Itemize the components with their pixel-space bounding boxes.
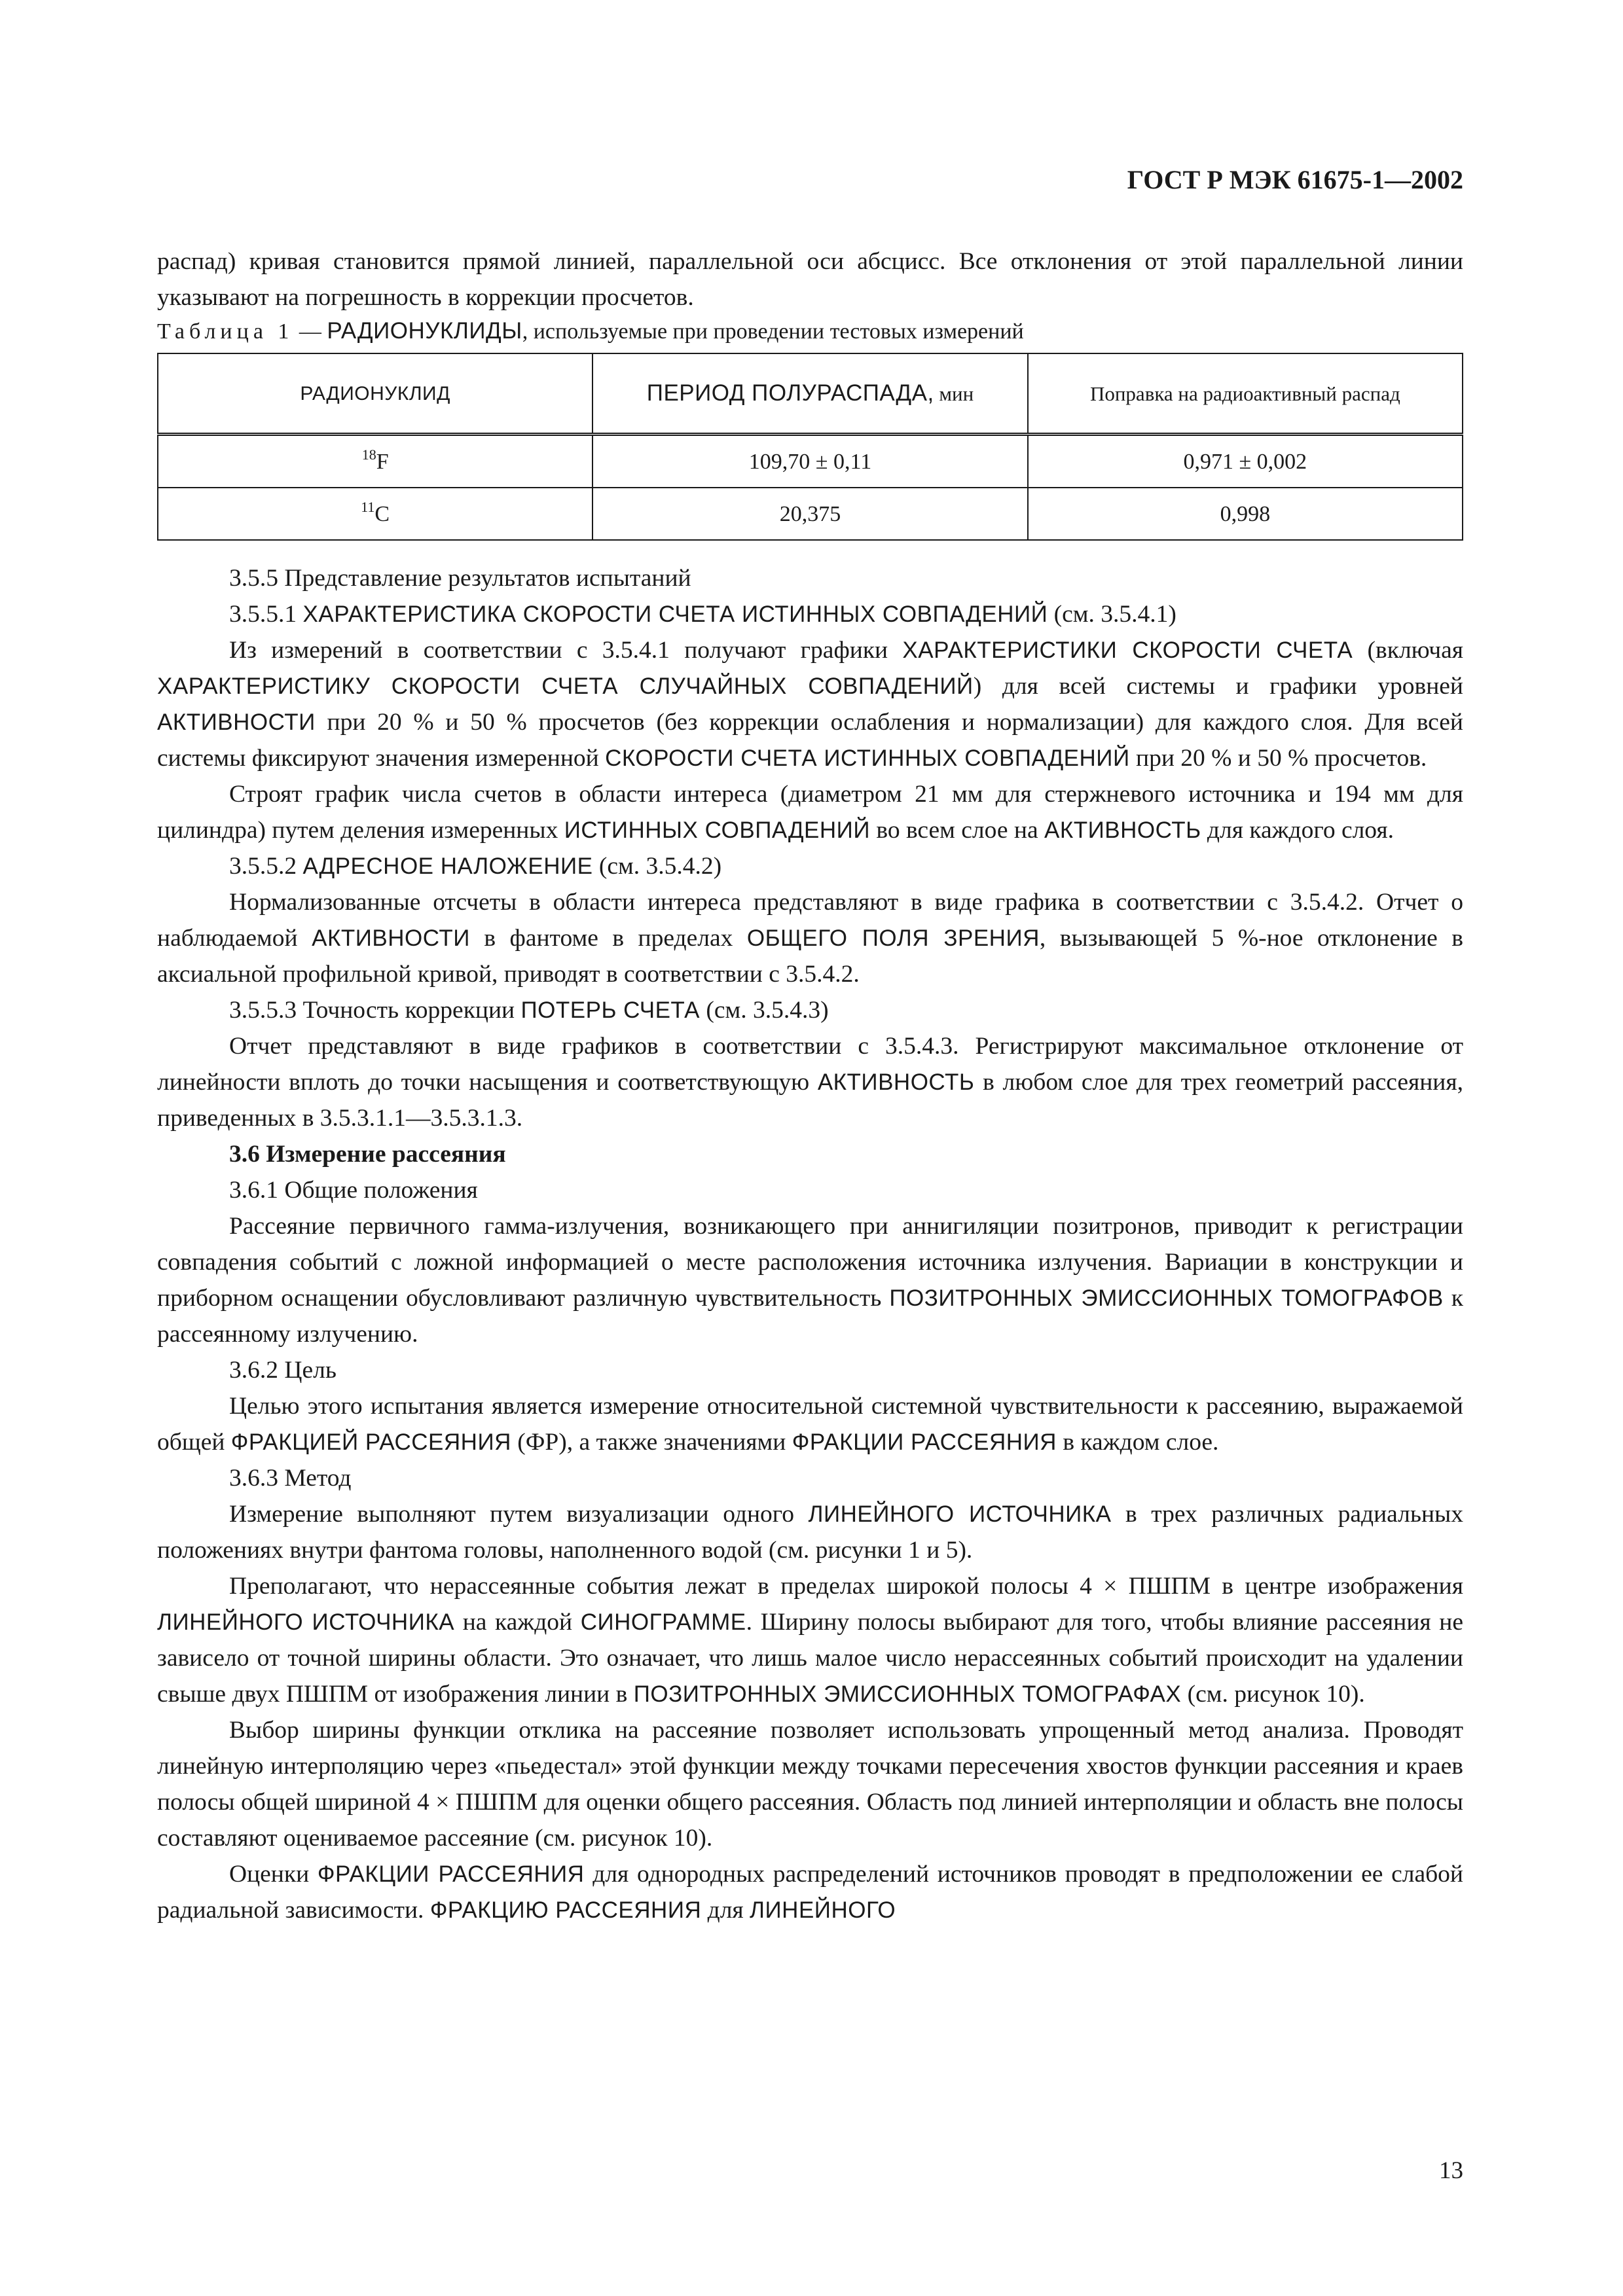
term: АКТИВНОСТИ — [157, 709, 316, 735]
section-number: 3.5.5.2 — [229, 853, 297, 880]
text-run: для однородных распределений источников проводят в предположении ее слабой радиальной зависимости. — [157, 1861, 1463, 1924]
paragraph-scatter-general — [157, 1208, 1463, 1352]
text-run: в трех различных радиальных положениях внутри фантома головы, наполненного водой (см. рисунки 1 и 5). — [157, 1501, 1463, 1564]
text-run: при 20 % и 50 % просчетов. — [1129, 745, 1427, 772]
text-run: Отчет представляют в виде графиков в соответствии с 3.5.4.3. Регистрируют максимальное отклонение от линейности вплоть до точки насыщения и соответствующую — [157, 1033, 1463, 1096]
section-number: 3.6.1 — [229, 1177, 278, 1204]
section-heading-3-5-5-2 — [157, 848, 1463, 884]
term: ХАРАКТЕРИСТИКУ СКОРОСТИ СЧЕТА СЛУЧАЙНЫХ СОВПАДЕНИЙ — [157, 673, 974, 699]
text-run: в каждом слое. — [1056, 1429, 1219, 1456]
half-life-cell: 20,375 — [593, 488, 1027, 540]
text-run: во всем слое на — [870, 817, 1044, 844]
section-ref: (см. 3.5.4.1) — [1053, 601, 1176, 628]
header-half-life — [593, 353, 1027, 435]
text-run: . Ширину полосы выбирают для того, чтобы влияние рассеяния не зависело от точной ширины области. Это означает, что лишь малое число нерассеянных событий происходит на удалении свыше двух ПШПМ от изображения линии в — [157, 1609, 1463, 1708]
text-run: (ФР), а также значениями — [511, 1429, 792, 1456]
section-number: 3.5.5.3 — [229, 997, 297, 1024]
nuclide-cell — [158, 435, 593, 488]
section-title: Метод — [284, 1465, 352, 1492]
section-heading-3-6-2 — [157, 1352, 1463, 1388]
term: ХАРАКТЕРИСТИКИ СКОРОСТИ СЧЕТА — [902, 637, 1353, 663]
correction-cell: 0,971 ± 0,002 — [1028, 435, 1463, 488]
paragraph-method-band — [157, 1568, 1463, 1712]
term: ИСТИННЫХ СОВПАДЕНИЙ — [564, 817, 870, 843]
text-run: для — [701, 1897, 750, 1924]
term: ЛИНЕЙНОГО ИСТОЧНИКА — [808, 1501, 1112, 1527]
section-number: 3.5.5.1 — [229, 601, 297, 628]
section-heading-3-5-5-3 — [157, 992, 1463, 1028]
paragraph-count-rate — [157, 632, 1463, 776]
section-heading-3-5-5-1 — [157, 596, 1463, 632]
section-title: Измерение рассеяния — [266, 1141, 506, 1168]
document-header: ГОСТ Р МЭК 61675-1—2002 — [1127, 165, 1463, 194]
term: ПОТЕРЬ СЧЕТА — [520, 997, 700, 1023]
term: СИНОГРАММЕ — [580, 1609, 746, 1635]
section-title: ХАРАКТЕРИСТИКА СКОРОСТИ СЧЕТА ИСТИННЫХ СОВПАДЕНИЙ — [302, 601, 1048, 627]
section-number: 3.5.5 — [229, 565, 278, 592]
table-caption-dash: — — [293, 319, 327, 344]
term: АКТИВНОСТЬ — [817, 1069, 975, 1095]
half-life-cell: 109,70 ± 0,11 — [593, 435, 1027, 488]
text-run: Рассеяние первичного гамма-излучения, возникающего при аннигиляции позитронов, приводит к регистрации совпадения событий с ложной информацией о месте расположения источника излучения. Вариации в конструкции и приборном оснащении обусловливают различную чувствительность — [157, 1213, 1463, 1312]
text-run: , вызывающей 5 %-ное отклонение в аксиальной профильной кривой, приводят в соответствии с 3.5.4.2. — [157, 925, 1463, 988]
text-run: Оценки — [229, 1861, 318, 1888]
term: ФРАКЦИИ РАССЕЯНИЯ — [792, 1429, 1057, 1455]
term: ЛИНЕЙНОГО — [750, 1897, 896, 1923]
section-heading-3-6-1 — [157, 1172, 1463, 1208]
term: ОБЩЕГО ПОЛЯ ЗРЕНИЯ — [746, 925, 1040, 951]
text-run: для каждого слоя. — [1201, 817, 1394, 844]
paragraph-normalized-counts — [157, 884, 1463, 992]
text-run: Преполагают, что нерассеянные события лежат в пределах широкой полосы 4 × ПШПМ в центре изображения — [229, 1573, 1463, 1600]
text-run: на каждой — [454, 1609, 581, 1636]
term: ФРАКЦИЮ РАССЕЯНИЯ — [429, 1897, 702, 1923]
section-ref: (см. 3.5.4.2) — [598, 853, 722, 880]
section-title: Общие положения — [284, 1177, 478, 1204]
section-heading-3-5-5 — [157, 560, 1463, 596]
section-number: 3.6 — [229, 1141, 260, 1168]
section-title: Точность коррекции — [302, 997, 521, 1024]
paragraph-method-interpolation: Выбор ширины функции отклика на рассеяние позволяет использовать упрощенный метод анализа. Проводят линейную интерполяцию через «пьедестал» этой функции между точками пересечения хвостов функции рассеяния и краев полосы общей шириной 4 × ПШПМ для оценки общего рассеяния. Область под линией интерполяции и область вне полосы составляют оцениваемое рассеяние (см. рисунок 10). — [157, 1717, 1463, 1852]
text-run: ) для всей системы и графики уровней — [973, 673, 1463, 700]
nuclide-cell — [158, 488, 593, 540]
page-content — [157, 243, 1463, 1928]
section-title: АДРЕСНОЕ НАЛОЖЕНИЕ — [302, 853, 593, 879]
term: ФРАКЦИИ РАССЕЯНИЯ — [317, 1861, 585, 1887]
table-caption-rest: , используемые при проведении тестовых измерений — [522, 319, 1024, 344]
header-radionuclide: РАДИОНУКЛИД — [158, 353, 593, 435]
term: ПОЗИТРОННЫХ ЭМИССИОННЫХ ТОМОГРАФАХ — [633, 1681, 1182, 1707]
term: АКТИВНОСТЬ — [1044, 817, 1201, 843]
section-number: 3.6.3 — [229, 1465, 278, 1492]
table-row — [158, 488, 1463, 540]
text-run: Целью этого испытания является измерение относительной системной чувствительности к рассеянию, выражаемой общей — [157, 1393, 1463, 1456]
term: СКОРОСТИ СЧЕТА ИСТИННЫХ СОВПАДЕНИЙ — [605, 745, 1130, 771]
section-title: Представление результатов испытаний — [284, 565, 691, 592]
paragraph-method-line-source — [157, 1496, 1463, 1568]
term: АКТИВНОСТИ — [312, 925, 470, 951]
text-run: Строят график числа счетов в области интереса (диаметром 21 мм для стержневого источника и 194 мм для цилиндра) путем деления измеренных — [157, 781, 1463, 844]
text-run: в фантоме в пределах — [469, 925, 747, 952]
radionuclides-table — [157, 353, 1463, 541]
page-number: 13 — [1439, 2157, 1463, 2184]
element-symbol: F — [376, 449, 389, 474]
section-ref: (см. 3.5.4.3) — [700, 997, 829, 1024]
element-symbol: C — [374, 501, 390, 526]
text-run: Из измерений в соответствии с 3.5.4.1 получают графики — [229, 637, 903, 664]
paragraph-count-loss-report — [157, 1028, 1463, 1136]
header-half-life-unit: мин — [939, 382, 974, 405]
mass-number: 18 — [361, 446, 376, 463]
paragraph-method-estimates — [157, 1856, 1463, 1928]
text-run: при 20 % и 50 % просчетов (без коррекции ослабления и нормализации) для каждого слоя. Для всей системы фиксируют значения измеренной — [157, 709, 1463, 772]
header-half-life-label: ПЕРИОД ПОЛУРАСПАДА, — [646, 380, 934, 406]
paragraph-scatter-purpose — [157, 1388, 1463, 1460]
term: ФРАКЦИЕЙ РАССЕЯНИЯ — [230, 1429, 511, 1455]
mass-number: 11 — [361, 498, 375, 515]
section-title: Цель — [284, 1357, 337, 1384]
text-run: к рассеянному излучению. — [157, 1285, 1463, 1348]
table-caption-label: Таблица 1 — [157, 319, 294, 344]
section-heading-3-6 — [157, 1136, 1463, 1172]
paragraph-roi-counts — [157, 776, 1463, 848]
table-caption-term: РАДИОНУКЛИДЫ — [327, 318, 522, 344]
term: ПОЗИТРОННЫХ ЭМИССИОННЫХ ТОМОГРАФОВ — [889, 1285, 1444, 1311]
text-run: (см. рисунок 10). — [1181, 1681, 1365, 1708]
table-caption — [157, 315, 1463, 348]
correction-cell: 0,998 — [1028, 488, 1463, 540]
section-number: 3.6.2 — [229, 1357, 278, 1384]
table-header-row — [158, 353, 1463, 435]
table-row — [158, 435, 1463, 488]
text-run: в любом слое для трех геометрий рассеяния, приведенных в 3.5.3.1.1—3.5.3.1.3. — [157, 1069, 1463, 1132]
intro-paragraph: распад) кривая становится прямой линией, параллельной оси абсцисс. Все отклонения от этой параллельной линии указывают на погрешность в коррекции просчетов. — [157, 248, 1463, 311]
text-run: (включая — [1353, 637, 1464, 664]
section-heading-3-6-3 — [157, 1460, 1463, 1496]
text-run: Измерение выполняют путем визуализации одного — [229, 1501, 809, 1528]
term: ЛИНЕЙНОГО ИСТОЧНИКА — [157, 1609, 455, 1635]
text-run: Нормализованные отсчеты в области интереса представляют в виде графика в соответствии с 3.5.4.2. Отчет о наблюдаемой — [157, 889, 1463, 952]
header-decay-correction: Поправка на радиоактивный распад — [1028, 353, 1463, 435]
